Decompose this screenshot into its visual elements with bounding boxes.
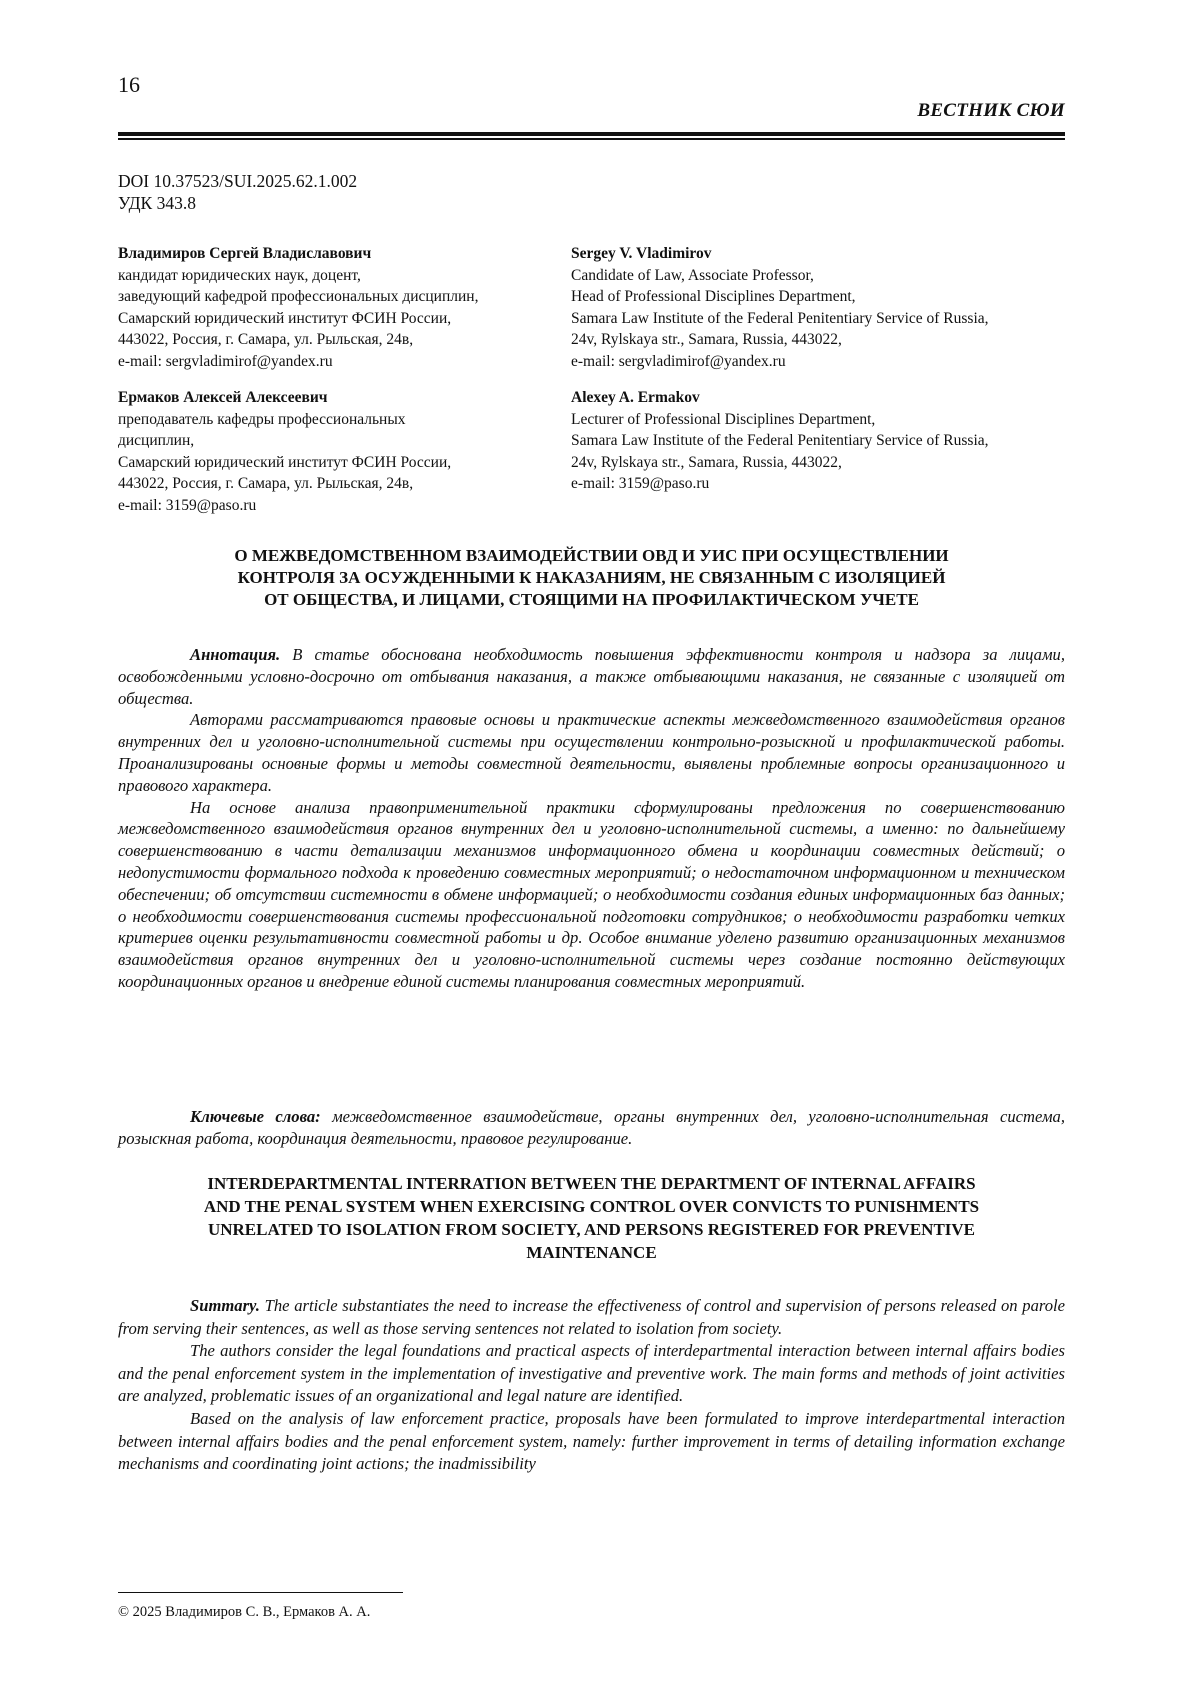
author-line: 443022, Россия, г. Самара, ул. Рыльская, 24в, [118, 329, 558, 351]
author-line: кандидат юридических наук, доцент, [118, 265, 558, 287]
journal-title: ВЕСТНИК СЮИ [118, 100, 1065, 122]
footnote-rule [118, 1592, 403, 1593]
abstract-paragraph: На основе анализа правоприменительной практики сформулированы предложения по совершенствованию межведомственного взаимодействия органов внутренних дел и уголовно-исполнительной системы, а именно: по дальнейшему совершенствованию в части детализации механизмов информационного обмена и координации совместных действий; о недопустимости формального подхода к проведению совместных мероприятий; о недостаточном информационном и техническом обеспечении; об отсутствии системности в обмене информацией; о необходимости создания единых информационных баз данных; о необходимости совершенствования системы профессиональной подготовки сотрудников; о необходимости разработки четких критериев оценки результативности совместной работы и др. Особое внимание уделено развитию организационных механизмов взаимодействия органов внутренних дел и уголовно-исполнительной системы через создание постоянно действующих координационных органов и внедрение единой системы планирования совместных мероприятий. [118, 797, 1065, 993]
abstract-ru [118, 644, 1065, 993]
author-name: Ермаков Алексей Алексеевич [118, 387, 558, 409]
keywords-label: Ключевые слова: [190, 1107, 321, 1126]
author-name: Владимиров Сергей Владиславович [118, 243, 558, 265]
author-line: Samara Law Institute of the Federal Penitentiary Service of Russia, [571, 308, 1065, 330]
author-line: преподаватель кафедры профессиональных [118, 409, 558, 431]
abstract-paragraph: Авторами рассматриваются правовые основы и практические аспекты межведомственного взаимодействия органов внутренних дел и уголовно-исполнительной системы при осуществлении контрольно-розыскной и профилактической работы. Проанализированы основные формы и методы совместной деятельности, выявлены проблемные вопросы организационного и правового характера. [118, 709, 1065, 796]
title-line: AND THE PENAL SYSTEM WHEN EXERCISING CONTROL OVER CONVICTS TO PUNISHMENTS [118, 1195, 1065, 1218]
authors-en-column [571, 243, 1065, 510]
article-identifiers [118, 170, 357, 214]
summary-label: Summary. [190, 1296, 260, 1315]
author-email: e-mail: sergvladimirof@yandex.ru [118, 351, 558, 373]
author-line: 24v, Rylskaya str., Samara, Russia, 443022, [571, 452, 1065, 474]
keywords-ru [118, 1106, 1065, 1150]
article-title-en [118, 1172, 1065, 1264]
title-line: ОТ ОБЩЕСТВА, И ЛИЦАМИ, СТОЯЩИМИ НА ПРОФИЛАКТИЧЕСКОМ УЧЕТЕ [118, 589, 1065, 611]
author-ru-2 [118, 387, 558, 516]
title-line: MAINTENANCE [118, 1241, 1065, 1264]
author-line: Samara Law Institute of the Federal Penitentiary Service of Russia, [571, 430, 1065, 452]
author-line: Candidate of Law, Associate Professor, [571, 265, 1065, 287]
header-rule-thin [118, 138, 1065, 140]
abstract-text: В статье обоснована необходимость повышения эффективности контроля и надзора за лицами, освобожденными условно-досрочно от отбывания наказания, а также отбывающими наказания, не связанные с изоляцией от общества. [118, 645, 1065, 708]
copyright-footnote: © 2025 Владимиров С. В., Ермаков А. А. [118, 1604, 370, 1621]
author-line: 443022, Россия, г. Самара, ул. Рыльская, 24в, [118, 473, 558, 495]
authors-ru-column [118, 243, 558, 531]
title-line: КОНТРОЛЯ ЗА ОСУЖДЕННЫМИ К НАКАЗАНИЯМ, НЕ СВЯЗАННЫМ С ИЗОЛЯЦИЕЙ [118, 567, 1065, 589]
author-en-2 [571, 387, 1065, 495]
doi: DOI 10.37523/SUI.2025.62.1.002 [118, 170, 357, 192]
page-number: 16 [118, 72, 140, 98]
author-line: Самарский юридический институт ФСИН России, [118, 308, 558, 330]
author-line: Head of Professional Disciplines Department, [571, 286, 1065, 308]
keywords-text: межведомственное взаимодействие, органы внутренних дел, уголовно-исполнительная система, розыскная работа, координация деятельности, правовое регулирование. [118, 1107, 1065, 1148]
author-en-1 [571, 243, 1065, 372]
abstract-paragraph [118, 644, 1065, 709]
summary-paragraph [118, 1295, 1065, 1340]
abstract-label: Аннотация. [190, 645, 280, 664]
author-line: Lecturer of Professional Disciplines Department, [571, 409, 1065, 431]
header-rule-thick [118, 132, 1065, 136]
summary-paragraph: Based on the analysis of law enforcement practice, proposals have been formulated to improve interdepartmental interaction between internal affairs bodies and the penal enforcement system, namely: further improvement in terms of detailing information exchange mechanisms and coordinating joint actions; the inadmissibility [118, 1408, 1065, 1476]
author-name: Alexey A. Ermakov [571, 387, 1065, 409]
author-name: Sergey V. Vladimirov [571, 243, 1065, 265]
author-email: e-mail: 3159@paso.ru [118, 495, 558, 517]
abstract-en [118, 1295, 1065, 1476]
article-title-ru [118, 545, 1065, 611]
udk: УДК 343.8 [118, 192, 357, 214]
title-line: О МЕЖВЕДОМСТВЕННОМ ВЗАИМОДЕЙСТВИИ ОВД И УИС ПРИ ОСУЩЕСТВЛЕНИИ [118, 545, 1065, 567]
author-email: e-mail: 3159@paso.ru [571, 473, 1065, 495]
author-email: e-mail: sergvladimirof@yandex.ru [571, 351, 1065, 373]
summary-text: The article substantiates the need to increase the effectiveness of control and supervision of persons released on parole from serving their sentences, as well as those serving sentences not related to isolation from society. [118, 1296, 1065, 1338]
author-line: 24v, Rylskaya str., Samara, Russia, 443022, [571, 329, 1065, 351]
author-ru-1 [118, 243, 558, 372]
summary-paragraph: The authors consider the legal foundations and practical aspects of interdepartmental interaction between internal affairs bodies and the penal enforcement system in the implementation of investigative and preventive work. The main forms and methods of joint activities are analyzed, problematic issues of an organizational and legal nature are identified. [118, 1340, 1065, 1408]
author-line: дисциплин, [118, 430, 558, 452]
title-line: INTERDEPARTMENTAL INTERRATION BETWEEN THE DEPARTMENT OF INTERNAL AFFAIRS [118, 1172, 1065, 1195]
title-line: UNRELATED TO ISOLATION FROM SOCIETY, AND PERSONS REGISTERED FOR PREVENTIVE [118, 1218, 1065, 1241]
author-line: Самарский юридический институт ФСИН России, [118, 452, 558, 474]
author-line: заведующий кафедрой профессиональных дисциплин, [118, 286, 558, 308]
